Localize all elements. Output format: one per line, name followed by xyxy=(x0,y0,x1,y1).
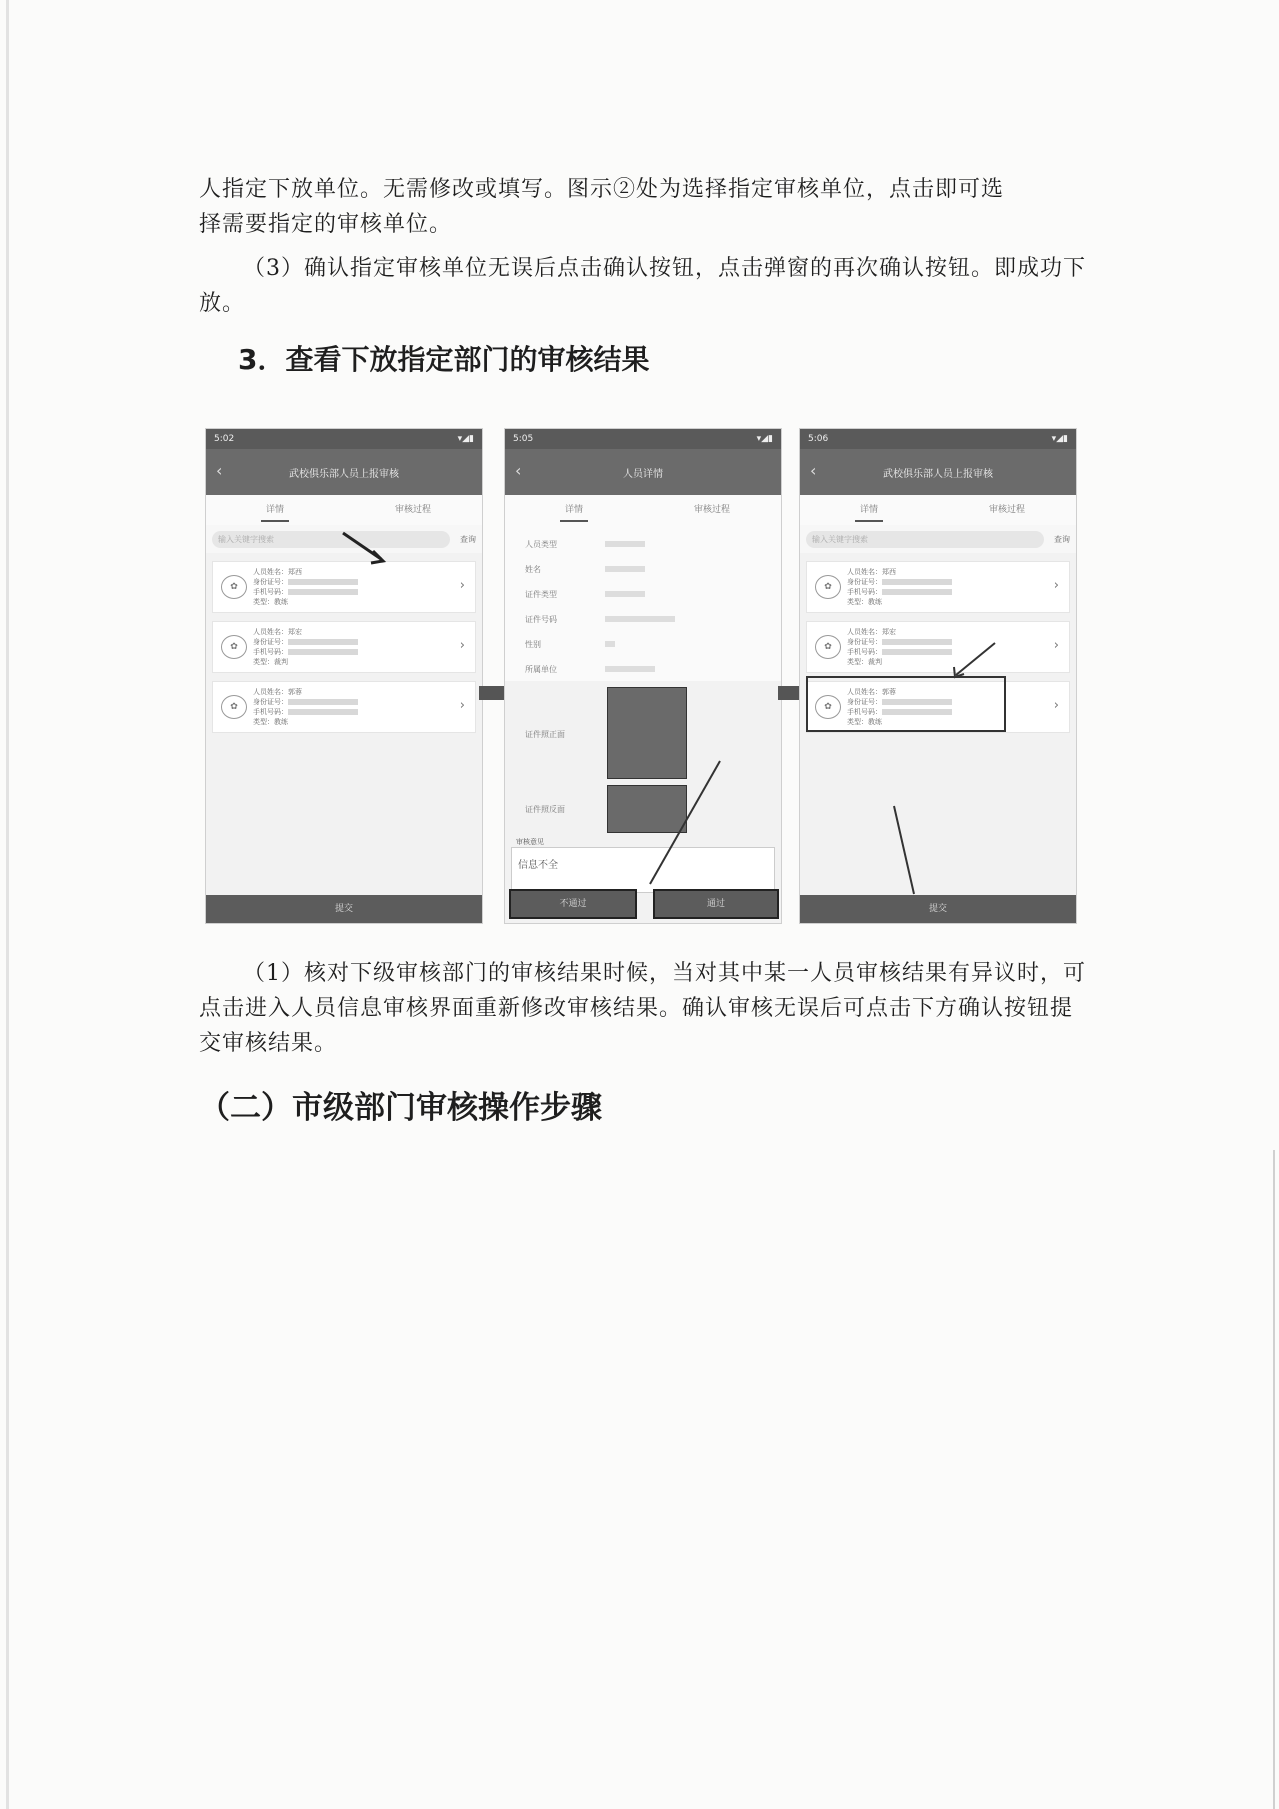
submit-button[interactable]: 提交 xyxy=(800,895,1076,923)
card-phone-label: 手机号码： xyxy=(847,648,882,656)
search-button[interactable]: 查询 xyxy=(460,534,476,544)
tab-details[interactable]: 详情 xyxy=(206,495,344,525)
phone-screen-detail xyxy=(504,428,782,924)
signal-battery-icon: ▾◢▮ xyxy=(1051,434,1068,444)
card-name: 人员姓名：郭蓉 xyxy=(847,688,896,696)
detail-row: 人员类型 xyxy=(505,531,781,556)
card-type: 类型：教练 xyxy=(253,718,288,726)
search-button[interactable]: 查询 xyxy=(1054,534,1070,544)
paragraph-1-line-1: 人指定下放单位。无需修改或填写。图示②处为选择指定审核单位，点击即可选 xyxy=(199,177,1005,202)
detail-row: 所属单位 xyxy=(505,656,781,681)
detail-row: 性别 xyxy=(505,631,781,656)
search-input[interactable]: 输入关键字搜索 xyxy=(806,531,1044,548)
status-time: 5:02 xyxy=(214,434,235,444)
reject-button[interactable]: 不通过 xyxy=(509,889,637,919)
app-title-bar xyxy=(206,449,482,495)
detail-row: 证件类型 xyxy=(505,581,781,606)
detail-list xyxy=(505,525,781,681)
card-phone-label: 手机号码： xyxy=(847,588,882,596)
card-type: 类型：教练 xyxy=(253,598,288,606)
card-name: 人员姓名：郑西 xyxy=(847,568,896,576)
chevron-right-icon: › xyxy=(1053,638,1059,653)
club-logo-icon: ✿ xyxy=(221,695,247,719)
chevron-right-icon: › xyxy=(1053,698,1059,713)
photo-back-label: 证件照反面 xyxy=(525,805,565,814)
card-type: 类型：教练 xyxy=(847,598,882,606)
card-type: 类型：裁判 xyxy=(847,658,882,666)
person-card[interactable] xyxy=(212,681,476,733)
search-input[interactable]: 输入关键字搜索 xyxy=(212,531,450,548)
paragraph-1-line-2: 择需要指定的审核单位。 xyxy=(199,212,453,237)
club-logo-icon: ✿ xyxy=(815,575,841,599)
club-logo-icon: ✿ xyxy=(221,575,247,599)
tab-review-process[interactable]: 审核过程 xyxy=(988,505,1025,515)
club-logo-icon: ✿ xyxy=(815,635,841,659)
screen-title: 武校俱乐部人员上报审核 xyxy=(289,468,399,480)
card-name: 人员姓名：郑宏 xyxy=(847,628,896,636)
review-opinion-text: 信息不全 xyxy=(518,860,558,871)
chevron-right-icon: › xyxy=(459,698,465,713)
person-card[interactable] xyxy=(806,621,1070,673)
card-name: 人员姓名：郑西 xyxy=(253,568,302,576)
app-title-bar xyxy=(800,449,1076,495)
card-phone-label: 手机号码： xyxy=(847,708,882,716)
review-opinion-field[interactable] xyxy=(511,838,775,893)
status-time: 5:05 xyxy=(513,434,534,444)
page-edge-shadow xyxy=(6,0,9,1809)
submit-button[interactable]: 提交 xyxy=(206,895,482,923)
review-opinion-label: 审核意见 xyxy=(516,838,544,846)
card-id-label: 身份证号： xyxy=(847,578,882,586)
status-bar xyxy=(800,429,1076,449)
page-edge-line xyxy=(1273,1150,1275,1809)
app-title-bar xyxy=(505,449,781,495)
tab-bar xyxy=(206,495,482,525)
card-id-label: 身份证号： xyxy=(253,698,288,706)
annotation-arrow xyxy=(890,804,930,899)
card-type: 类型：教练 xyxy=(847,718,882,726)
tab-details[interactable]: 详情 xyxy=(800,495,938,525)
paragraph-2: （3）确认指定审核单位无误后点击确认按钮，点击弹窗的再次确认按钮。即成功下放。 xyxy=(199,256,1086,316)
highlight-box xyxy=(806,676,1006,732)
section-heading-2: （二）市级部门审核操作步骤 xyxy=(199,1090,602,1126)
status-bar xyxy=(505,429,781,449)
tab-review-process[interactable]: 审核过程 xyxy=(394,505,431,515)
signal-battery-icon: ▾◢▮ xyxy=(756,434,773,444)
card-id-label: 身份证号： xyxy=(253,578,288,586)
club-logo-icon: ✿ xyxy=(221,635,247,659)
tab-details[interactable]: 详情 xyxy=(505,495,643,525)
back-arrow-icon[interactable]: ‹ xyxy=(810,461,817,480)
card-name: 人员姓名：郑宏 xyxy=(253,628,302,636)
person-card[interactable] xyxy=(212,621,476,673)
back-arrow-icon[interactable]: ‹ xyxy=(515,461,522,480)
tab-review-process[interactable]: 审核过程 xyxy=(693,505,730,515)
detail-row: 姓名 xyxy=(505,556,781,581)
photo-front-label: 证件照正面 xyxy=(525,730,565,739)
card-name: 人员姓名：郭蓉 xyxy=(253,688,302,696)
phone-screen-list-updated xyxy=(799,428,1077,924)
phone-screen-list xyxy=(205,428,483,924)
section-heading-3: 3．查看下放指定部门的审核结果 xyxy=(238,343,650,376)
annotation-arrow xyxy=(645,759,725,889)
annotation-arrow xyxy=(950,641,1000,681)
card-type: 类型：裁判 xyxy=(253,658,288,666)
tab-bar xyxy=(800,495,1076,525)
status-time: 5:06 xyxy=(808,434,829,444)
screen-title: 武校俱乐部人员上报审核 xyxy=(883,468,993,480)
card-id-label: 身份证号： xyxy=(847,698,882,706)
club-logo-icon: ✿ xyxy=(815,695,841,719)
person-card[interactable] xyxy=(806,561,1070,613)
search-row xyxy=(800,525,1076,553)
signal-battery-icon: ▾◢▮ xyxy=(457,434,474,444)
chevron-right-icon: › xyxy=(1053,578,1059,593)
detail-row: 证件号码 xyxy=(505,606,781,631)
card-phone-label: 手机号码： xyxy=(253,708,288,716)
screen-title: 人员详情 xyxy=(623,468,663,480)
chevron-right-icon: › xyxy=(459,578,465,593)
screenshot-figure xyxy=(205,428,1075,924)
chevron-right-icon: › xyxy=(459,638,465,653)
card-id-label: 身份证号： xyxy=(253,638,288,646)
status-bar xyxy=(206,429,482,449)
card-phone-label: 手机号码： xyxy=(253,648,288,656)
pass-button[interactable]: 通过 xyxy=(653,889,779,919)
card-phone-label: 手机号码： xyxy=(253,588,288,596)
annotation-arrow xyxy=(341,529,401,569)
tab-bar xyxy=(505,495,781,525)
back-arrow-icon[interactable]: ‹ xyxy=(216,461,223,480)
card-id-label: 身份证号： xyxy=(847,638,882,646)
paragraph-3: （1）核对下级审核部门的审核结果时候，当对其中某一人员审核结果有异议时，可点击进入人员信息审核界面重新修改审核结果。确认审核无误后可点击下方确认按钮提交审核结果。 xyxy=(199,961,1086,1056)
